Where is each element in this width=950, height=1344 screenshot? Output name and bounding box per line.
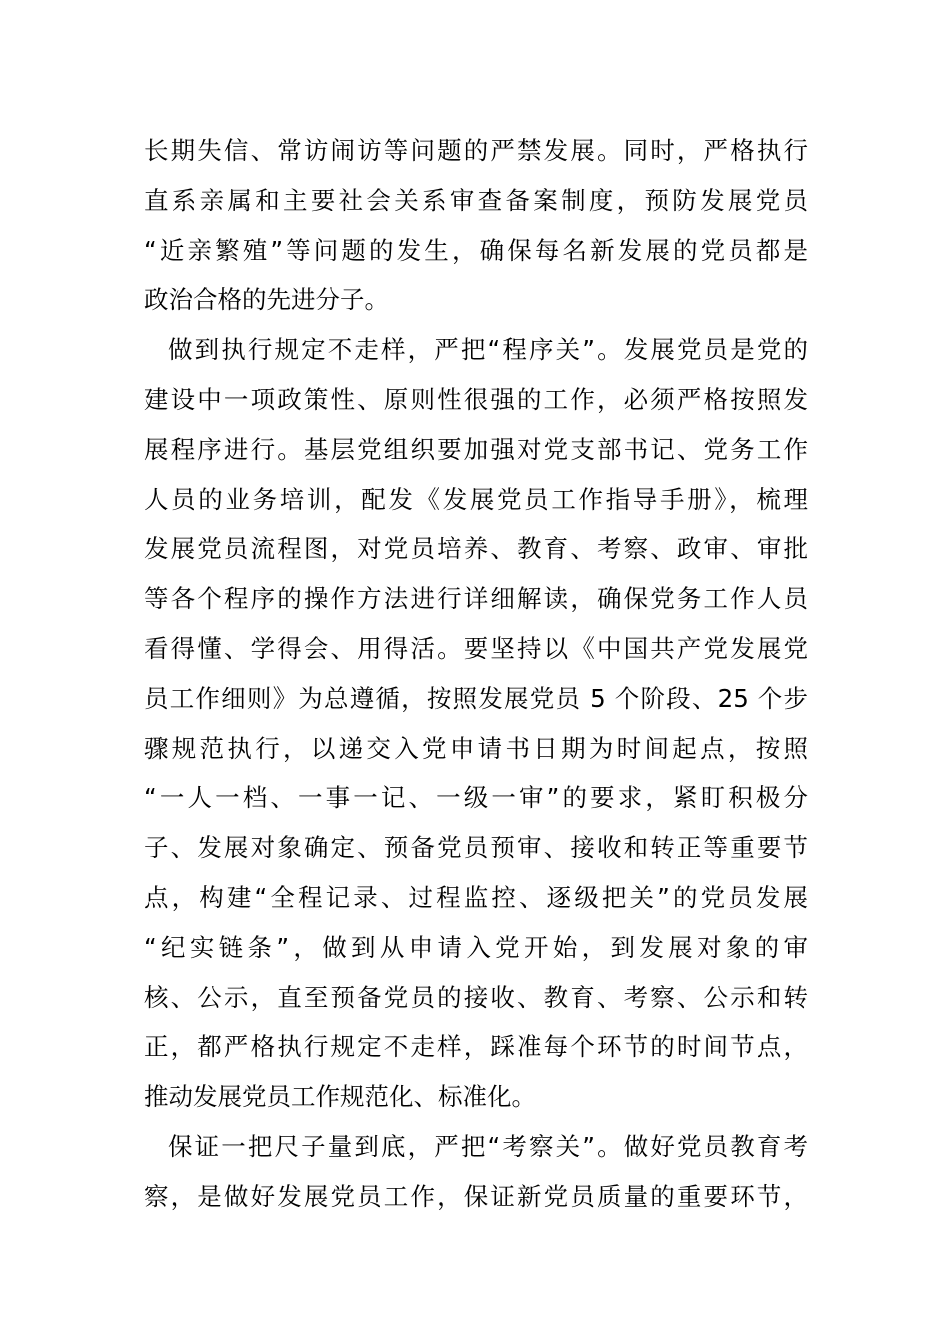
text-line: 推动发展党员工作规范化、标准化。 bbox=[144, 1082, 536, 1112]
text-line: 长期失信、常访闹访等问题的严禁发展。同时，严格执行 bbox=[144, 136, 808, 165]
text-line: 发展党员流程图，对党员培养、教育、考察、政审、审批 bbox=[144, 534, 808, 564]
text-line: 等各个程序的操作方法进行详细解读，确保党务工作人员 bbox=[144, 584, 808, 614]
text-line: 看得懂、学得会、用得活。要坚持以《中国共产党发展党 bbox=[144, 633, 808, 663]
text-line: 察，是做好发展党员工作，保证新党员质量的重要环节， bbox=[144, 1181, 808, 1211]
text-line: “近亲繁殖”等问题的发生，确保每名新发展的党员都是 bbox=[144, 235, 808, 265]
text-line: 直系亲属和主要社会关系审查备案制度，预防发展党员 bbox=[144, 185, 808, 215]
text-line: 点，构建“全程记录、过程监控、逐级把关”的党员发展 bbox=[144, 882, 808, 912]
text-line: 正，都严格执行规定不走样，踩准每个环节的时间节点， bbox=[144, 1032, 808, 1062]
paragraph-heading-line: 保证一把尺子量到底，严把“考察关”。做好党员教育考 bbox=[168, 1131, 808, 1161]
text-line: 核、公示，直至预备党员的接收、教育、考察、公示和转 bbox=[144, 982, 808, 1012]
text-line: 员工作细则》为总遵循，按照发展党员 5 个阶段、25 个步 bbox=[144, 683, 808, 713]
text-line: 建设中一项政策性、原则性很强的工作，必须严格按照发 bbox=[144, 384, 808, 414]
text-line: 展程序进行。基层党组织要加强对党支部书记、党务工作 bbox=[144, 434, 808, 464]
text-line: “纪实链条”，做到从申请入党开始，到发展对象的审 bbox=[144, 932, 808, 962]
text-line: 子、发展对象确定、预备党员预审、接收和转正等重要节 bbox=[144, 833, 808, 863]
text-line: 人员的业务培训，配发《发展党员工作指导手册》，梳理 bbox=[144, 484, 808, 514]
text-line: 政治合格的先进分子。 bbox=[144, 285, 389, 315]
body-text bbox=[144, 126, 808, 1222]
text-line: 骤规范执行，以递交入党申请书日期为时间起点，按照 bbox=[144, 733, 808, 763]
text-line: “一人一档、一事一记、一级一审”的要求，紧盯积极分 bbox=[144, 783, 808, 813]
paragraph-heading-line: 做到执行规定不走样，严把“程序关”。发展党员是党的 bbox=[168, 335, 808, 365]
